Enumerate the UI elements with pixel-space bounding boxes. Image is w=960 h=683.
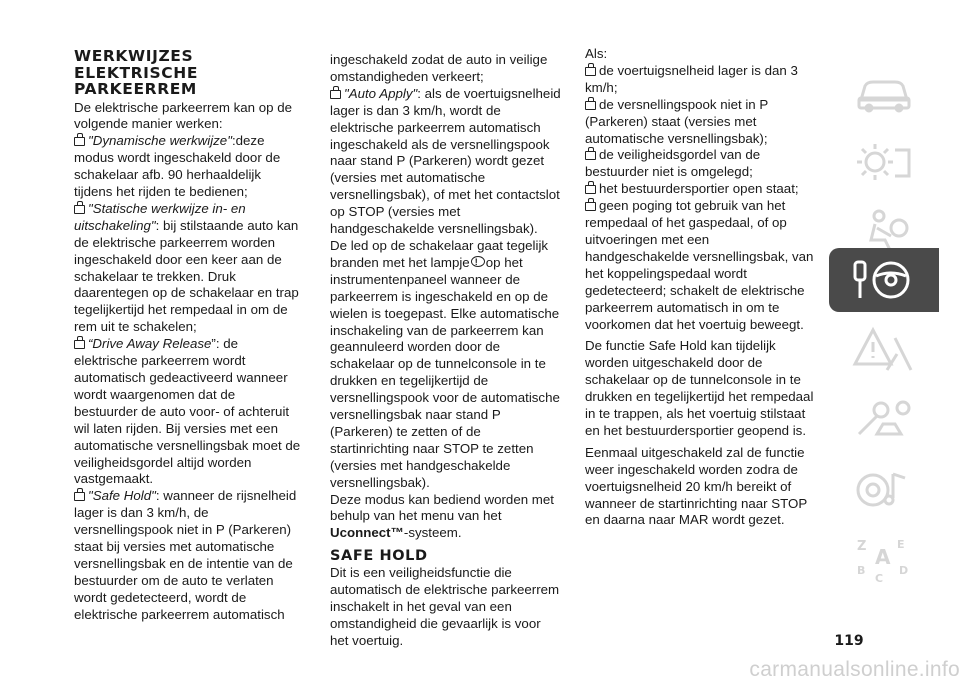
column-1 [74, 48, 302, 624]
bullet-dynamic: "Dynamische werkwijze":deze modus wordt ingeschakeld door de schakelaar afb. 90 herhaaldelijk tijdens het rijden te bedienen; [74, 133, 281, 200]
car-bullet-icon [585, 67, 596, 76]
car-bullet-icon [74, 492, 85, 501]
led-paragraph: De led op de schakelaar gaat tegelijk branden met het lampje! op het instrumentenpaneel wanneer de parkeerrem is ingeschakeld en op de wielen is toegepast. Elke automatische inschakeling van de parkeerrem kan geannuleerd worden door de schakelaar op de tunnelconsole in te drukken en tegelijkertijd de versnellingspook voor de automatische versnellingsbak naar stand P (Parkeren) te zetten of de startinrichting naar STOP te zetten (versies met handgeschakelde versnellingsbak). [330, 238, 562, 492]
svg-text:A: A [875, 545, 891, 569]
condition-item: de versnellingspook niet in P (Parkeren) staat (versies met automatische versnellingsbak); [585, 96, 769, 146]
page-number: 119 [834, 633, 864, 649]
svg-text:B: B [857, 564, 866, 577]
car-bullet-icon [585, 101, 596, 110]
chapter-tab-emergency[interactable] [829, 318, 939, 382]
continuation-text: ingeschakeld zodat de auto in veilige omstandigheden verkeert; [330, 52, 548, 84]
multimedia-icon [851, 464, 917, 516]
car-bullet-icon [74, 340, 85, 349]
chapter-index-sidebar [829, 60, 939, 616]
safe-hold-reenable-paragraph: Eenmaal uitgeschakeld zal de functie weer ingeschakeld worden zodra de voertuigsnelheid 20 km/h bereikt of wanneer de startinrichting naar STOP en daarna naar MAR wordt gezet. [585, 444, 807, 528]
road-warning-icon [851, 324, 917, 376]
wrench-car-icon [851, 394, 917, 446]
svg-text:D: D [899, 564, 909, 577]
chapter-tab-maintenance[interactable] [829, 388, 939, 452]
car-bullet-icon [585, 202, 596, 211]
parking-brake-warning-icon [471, 256, 485, 267]
section-heading: SAFE HOLD [330, 548, 428, 565]
warning-lights-icon [851, 136, 917, 188]
chapter-tab-multimedia[interactable] [829, 458, 939, 522]
car-bullet-icon [330, 90, 341, 99]
page-title: WERKWIJZES ELEKTRISCHE PARKEERREM [74, 47, 199, 98]
car-icon [851, 66, 917, 118]
bullet-drive-away: “Drive Away Release”: de elektrische parkeerrem wordt automatisch gedeactiveerd wanneer wordt waargenomen dat de bestuurder de auto voor- of achteruit wil laten rijden. Bij versies met een automatische versnellingsbak moet de veiligheidsgordel altijd worden vastgemaakt. [74, 336, 301, 487]
svg-text:E: E [897, 538, 905, 551]
condition-item: geen poging tot gebruik van het rempedaal of het gaspedaal, of op uitvoeringen met een handgeschakelde versnellingsbak, van het koppelingspedaal wordt gedetecteerd; schakelt de elektrische parkeerrem automatisch in om te voorkomen dat het voertuig beweegt. [585, 198, 814, 332]
svg-text:C: C [875, 572, 884, 585]
car-bullet-icon [74, 205, 85, 214]
condition-item: het bestuurdersportier open staat; [585, 181, 815, 198]
intro-paragraph: De elektrische parkeerrem kan op de volgende manier werken: [74, 99, 293, 132]
alphabet-index-icon [851, 534, 917, 586]
watermark: carmanualsonline.info [749, 658, 960, 681]
column-2 [330, 52, 562, 650]
uconnect-paragraph: Deze modus kan bediend worden met behulp van het menu van het Uconnect™-systeem. [330, 491, 554, 541]
car-bullet-icon [74, 137, 85, 146]
conditions-lead: Als: [585, 46, 608, 61]
car-bullet-icon [585, 185, 596, 194]
safe-hold-intro: Dit is een veiligheidsfunctie die automatisch de elektrische parkeerrem inschakelt in het geval van een omstandigheid die gevaarlijk is voor het voertuig. [330, 565, 560, 648]
key-steering-wheel-icon [851, 254, 917, 306]
bullet-safe-hold: "Safe Hold": wanneer de rijsnelheid lager is dan 3 km/h, de versnellingspook niet in P (Parkeren) staat bij versies met automatische versnellingsbak en de intentie van de bestuurder om de auto te verlaten wordt gedetecteerd, wordt de elektrische parkeerrem automatisch [74, 488, 297, 622]
chapter-tab-lights[interactable] [829, 130, 939, 194]
bullet-auto-apply: "Auto Apply": als de voertuigsnelheid lager is dan 3 km/h, wordt de elektrische parkeerrem automatisch ingeschakeld als de versnellingspook naar stand P (Parkeren) wordt gezet (versies met automatische versnellingsbak), of met het contactslot op STOP (versies met handgeschakelde versnellingsbak). [330, 85, 561, 237]
car-bullet-icon [585, 151, 596, 160]
svg-text:Z: Z [857, 539, 867, 554]
chapter-tab-driving[interactable] [829, 248, 939, 312]
chapter-tab-index[interactable] [829, 528, 939, 592]
condition-item: de veiligheidsgordel van de bestuurder niet is omgelegd; [585, 147, 761, 180]
bullet-static: "Statische werkwijze in- en uitschakeling": bij stilstaande auto kan de elektrische parkeerrem worden ingeschakeld door een keer aan de schakelaar te trekken. Druk daarentegen op de schakelaar en trap tegelijkertijd het rempedaal in om de rem uit te schakelen; [74, 200, 299, 335]
chapter-tab-car[interactable] [829, 60, 939, 124]
condition-item: de voertuigsnelheid lager is dan 3 km/h; [585, 62, 798, 95]
column-3 [585, 46, 815, 529]
safe-hold-disable-paragraph: De functie Safe Hold kan tijdelijk worden uitgeschakeld door de schakelaar op de tunnelconsole in te drukken en tegelijkertijd het rempedaal in te trappen, als het voertuig stilstaat en het bestuurdersportier geopend is. [585, 338, 814, 438]
